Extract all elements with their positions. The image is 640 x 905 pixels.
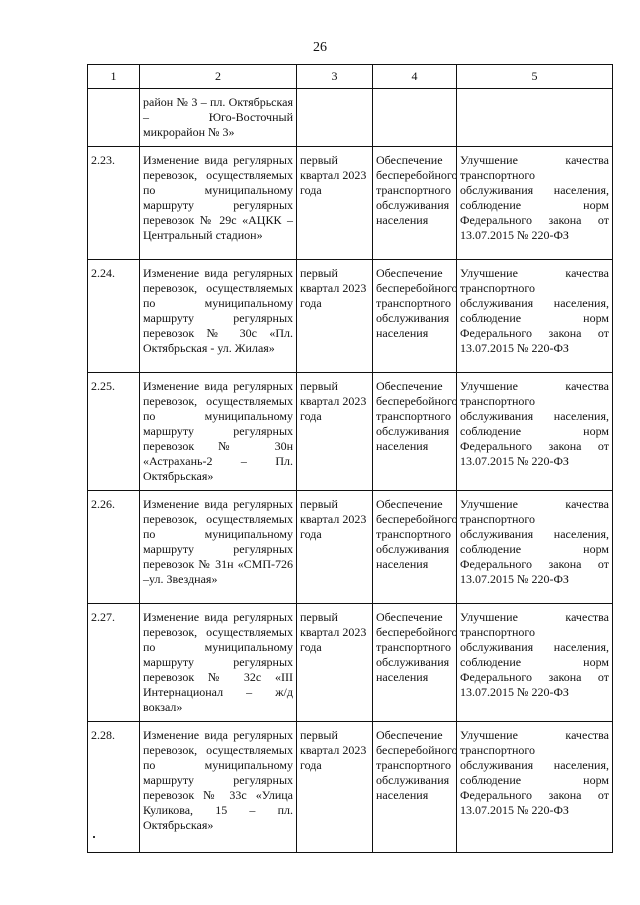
table-header-row <box>88 65 613 89</box>
row-result: Обеспечение бесперебойного транспортного обслуживания населения <box>373 722 457 853</box>
row-description: Изменение вида регулярных перевозок, осуществляемых по муниципальному маршруту регулярных перевозок № 33с «Улица Куликова, 15 – пл. Октябрьская» <box>140 722 297 853</box>
row-number: 2.27. <box>88 604 140 722</box>
header-cell-3: 3 <box>297 65 373 89</box>
row-goal: Улучшение качества транспортного обслуживания населения, соблюдение норм Федерального закона от 13.07.2015 № 220-ФЗ <box>457 373 613 491</box>
row-term: первый квартал 2023 года <box>297 147 373 260</box>
table-row <box>88 722 613 853</box>
cont-result-cell <box>373 89 457 147</box>
row-result: Обеспечение бесперебойного транспортного обслуживания населения <box>373 373 457 491</box>
row-result: Обеспечение бесперебойного транспортного обслуживания населения <box>373 604 457 722</box>
row-goal: Улучшение качества транспортного обслуживания населения, соблюдение норм Федерального закона от 13.07.2015 № 220-ФЗ <box>457 491 613 604</box>
cont-desc-cell: район № 3 – пл. Октябрьская – Юго-Восточный микрорайон № 3» <box>140 89 297 147</box>
row-goal: Улучшение качества транспортного обслуживания населения, соблюдение норм Федерального закона от 13.07.2015 № 220-ФЗ <box>457 722 613 853</box>
continuation-row <box>88 89 613 147</box>
page-number: 26 <box>313 40 327 55</box>
row-description: Изменение вида регулярных перевозок, осуществляемых по муниципальному маршруту регулярных перевозок № 32с «III Интернационал – ж/д вокзал» <box>140 604 297 722</box>
scan-speck <box>93 836 95 838</box>
row-goal: Улучшение качества транспортного обслуживания населения, соблюдение норм Федерального закона от 13.07.2015 № 220-ФЗ <box>457 260 613 373</box>
row-description: Изменение вида регулярных перевозок, осуществляемых по муниципальному маршруту регулярных перевозок № 29с «АЦКК – Центральный стадион» <box>140 147 297 260</box>
header-cell-4: 4 <box>373 65 457 89</box>
header-cell-2: 2 <box>140 65 297 89</box>
row-goal: Улучшение качества транспортного обслуживания населения, соблюдение норм Федерального закона от 13.07.2015 № 220-ФЗ <box>457 147 613 260</box>
header-cell-1: 1 <box>88 65 140 89</box>
row-result: Обеспечение бесперебойного транспортного обслуживания населения <box>373 260 457 373</box>
row-term: первый квартал 2023 года <box>297 373 373 491</box>
row-result: Обеспечение бесперебойного транспортного обслуживания населения <box>373 147 457 260</box>
table-row <box>88 260 613 373</box>
row-number: 2.25. <box>88 373 140 491</box>
table-row <box>88 373 613 491</box>
row-description: Изменение вида регулярных перевозок, осуществляемых по муниципальному маршруту регулярных перевозок № 30н «Астрахань-2 – Пл. Октябрьская» <box>140 373 297 491</box>
row-term: первый квартал 2023 года <box>297 491 373 604</box>
row-term: первый квартал 2023 года <box>297 604 373 722</box>
row-description: Изменение вида регулярных перевозок, осуществляемых по муниципальному маршруту регулярных перевозок № 30с «Пл. Октябрьская - ул. Жилая» <box>140 260 297 373</box>
plan-table <box>87 64 613 853</box>
table-row <box>88 491 613 604</box>
row-term: первый квартал 2023 года <box>297 722 373 853</box>
row-number: 2.26. <box>88 491 140 604</box>
row-number: 2.24. <box>88 260 140 373</box>
row-result: Обеспечение бесперебойного транспортного обслуживания населения <box>373 491 457 604</box>
row-term: первый квартал 2023 года <box>297 260 373 373</box>
row-number: 2.28. <box>88 722 140 853</box>
row-goal: Улучшение качества транспортного обслуживания населения, соблюдение норм Федерального закона от 13.07.2015 № 220-ФЗ <box>457 604 613 722</box>
cont-term-cell <box>297 89 373 147</box>
cont-goal-cell <box>457 89 613 147</box>
cont-num-cell <box>88 89 140 147</box>
row-description: Изменение вида регулярных перевозок, осуществляемых по муниципальному маршруту регулярных перевозок № 31н «СМП-726 –ул. Звездная» <box>140 491 297 604</box>
table-row <box>88 147 613 260</box>
row-number: 2.23. <box>88 147 140 260</box>
header-cell-5: 5 <box>457 65 613 89</box>
table-row <box>88 604 613 722</box>
